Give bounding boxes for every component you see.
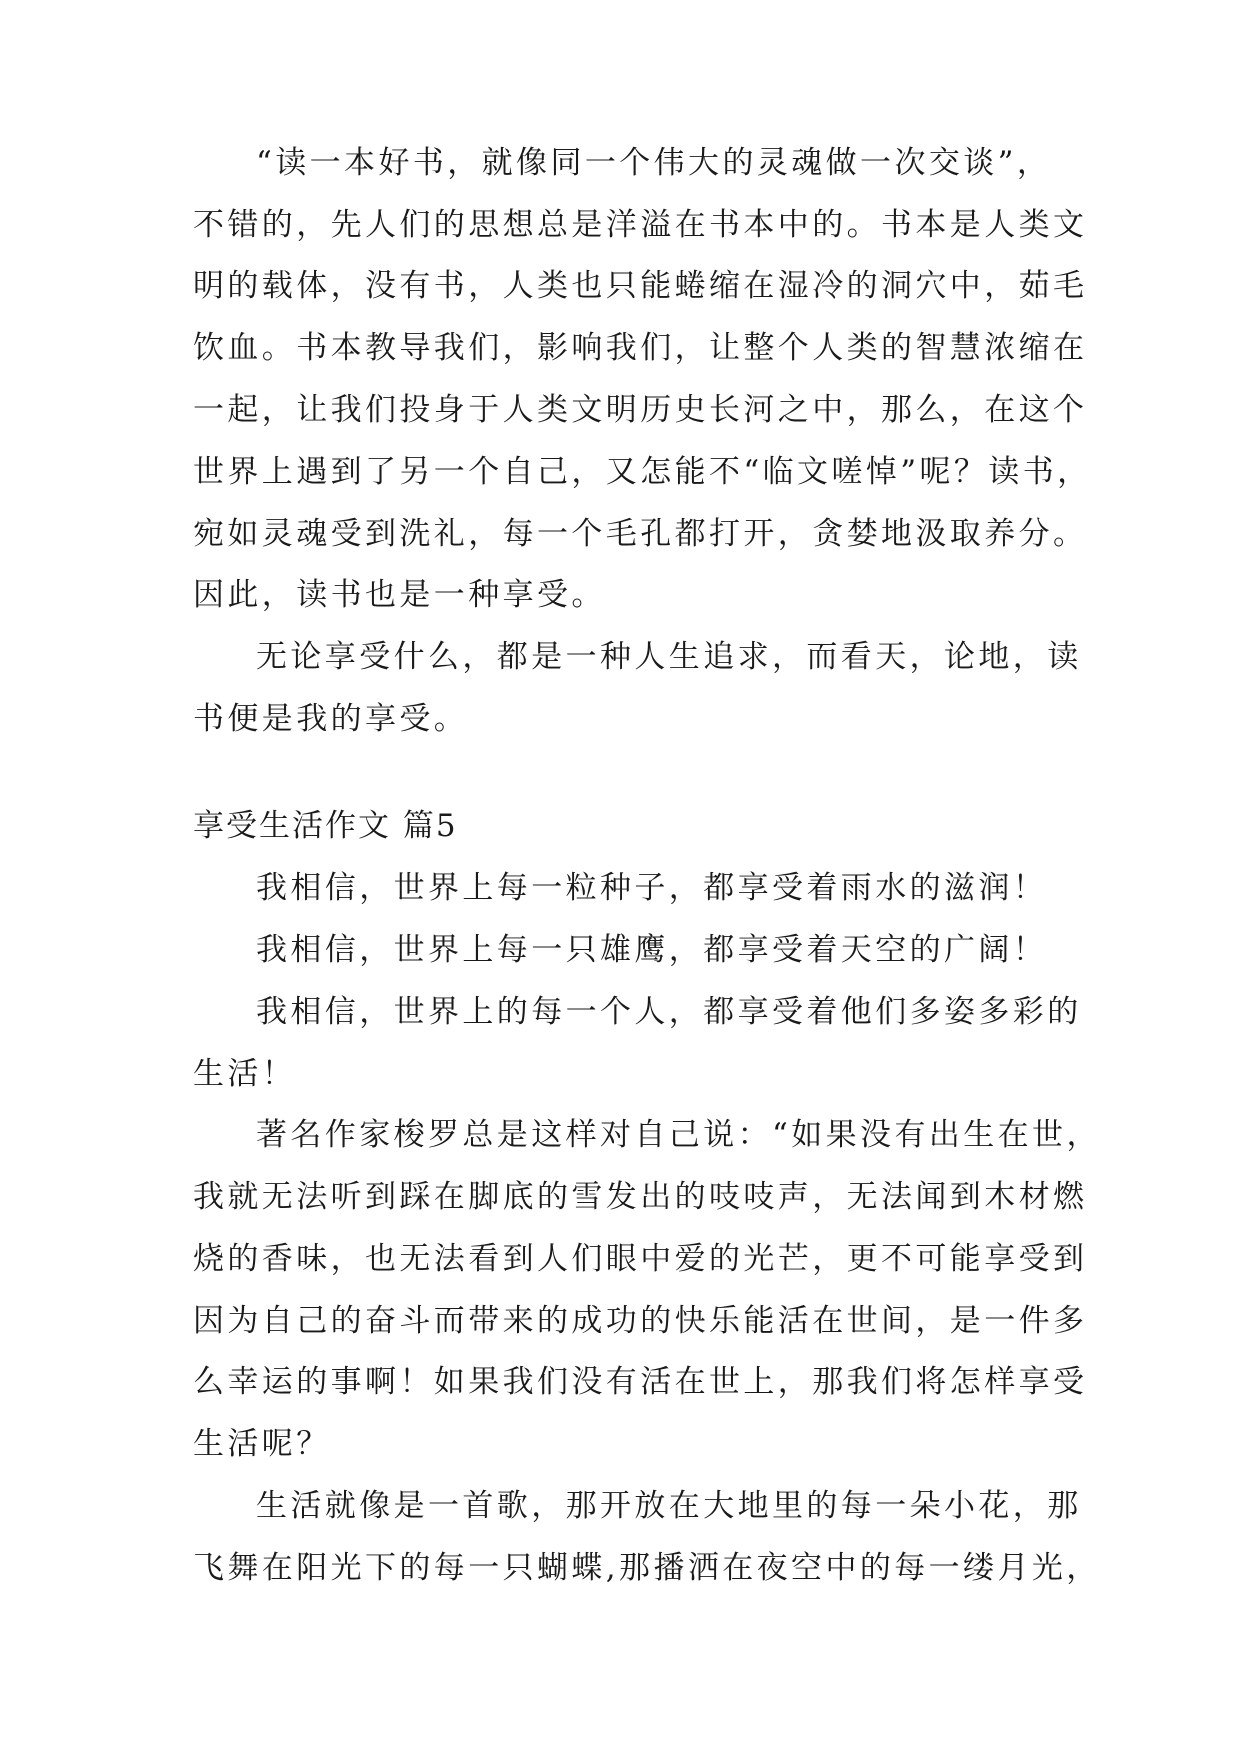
paragraph-line: 生活就像是一首歌，那开放在大地里的每一朵小花，那	[256, 1488, 1082, 1524]
paragraph-line: 宛如灵魂受到洗礼，每一个毛孔都打开，贪婪地汲取养分。	[193, 516, 1088, 552]
paragraph-line: 因此，读书也是一种享受。	[193, 577, 606, 613]
paragraph-line: 因为自己的奋斗而带来的成功的快乐能活在世间，是一件多	[193, 1303, 1088, 1339]
paragraph-line: 我相信，世界上每一只雄鹰，都享受着天空的广阔！	[256, 932, 1048, 968]
paragraph-line: 明的载体，没有书，人类也只能蜷缩在湿冷的洞穴中，茹毛	[193, 268, 1088, 304]
paragraph-line: 么幸运的事啊！如果我们没有活在世上，那我们将怎样享受	[193, 1364, 1088, 1400]
paragraph-line: 生活呢？	[193, 1426, 331, 1462]
paragraph-line: 饮血。书本教导我们，影响我们，让整个人类的智慧浓缩在	[193, 330, 1088, 366]
paragraph-line: 我相信，世界上每一粒种子，都享受着雨水的滋润！	[256, 870, 1048, 906]
paragraph-line: 著名作家梭罗总是这样对自己说：“如果没有出生在世，	[256, 1117, 1101, 1153]
paragraph-line: 飞舞在阳光下的每一只蝴蝶,那播洒在夜空中的每一缕月光，	[193, 1550, 1101, 1586]
paragraph-line: “读一本好书，就像同一个伟大的灵魂做一次交谈”，	[256, 145, 1052, 181]
paragraph-line: 无论享受什么，都是一种人生追求，而看天，论地，读	[256, 639, 1082, 675]
paragraph-line: 不错的，先人们的思想总是洋溢在书本中的。书本是人类文	[193, 207, 1088, 243]
paragraph-line: 烧的香味，也无法看到人们眼中爱的光芒，更不可能享受到	[193, 1241, 1088, 1277]
paragraph-line: 世界上遇到了另一个自己，又怎能不“临文嗟悼”呢？读书，	[193, 454, 1092, 490]
paragraph-line: 书便是我的享受。	[193, 701, 469, 737]
paragraph-line: 一起，让我们投身于人类文明历史长河之中，那么，在这个	[193, 392, 1088, 428]
paragraph-line: 生活！	[193, 1056, 297, 1092]
paragraph-line: 我相信，世界上的每一个人，都享受着他们多姿多彩的	[256, 994, 1082, 1030]
section-heading: 享受生活作文 篇5	[193, 808, 458, 844]
paragraph-line: 我就无法听到踩在脚底的雪发出的吱吱声，无法闻到木材燃	[193, 1179, 1088, 1215]
